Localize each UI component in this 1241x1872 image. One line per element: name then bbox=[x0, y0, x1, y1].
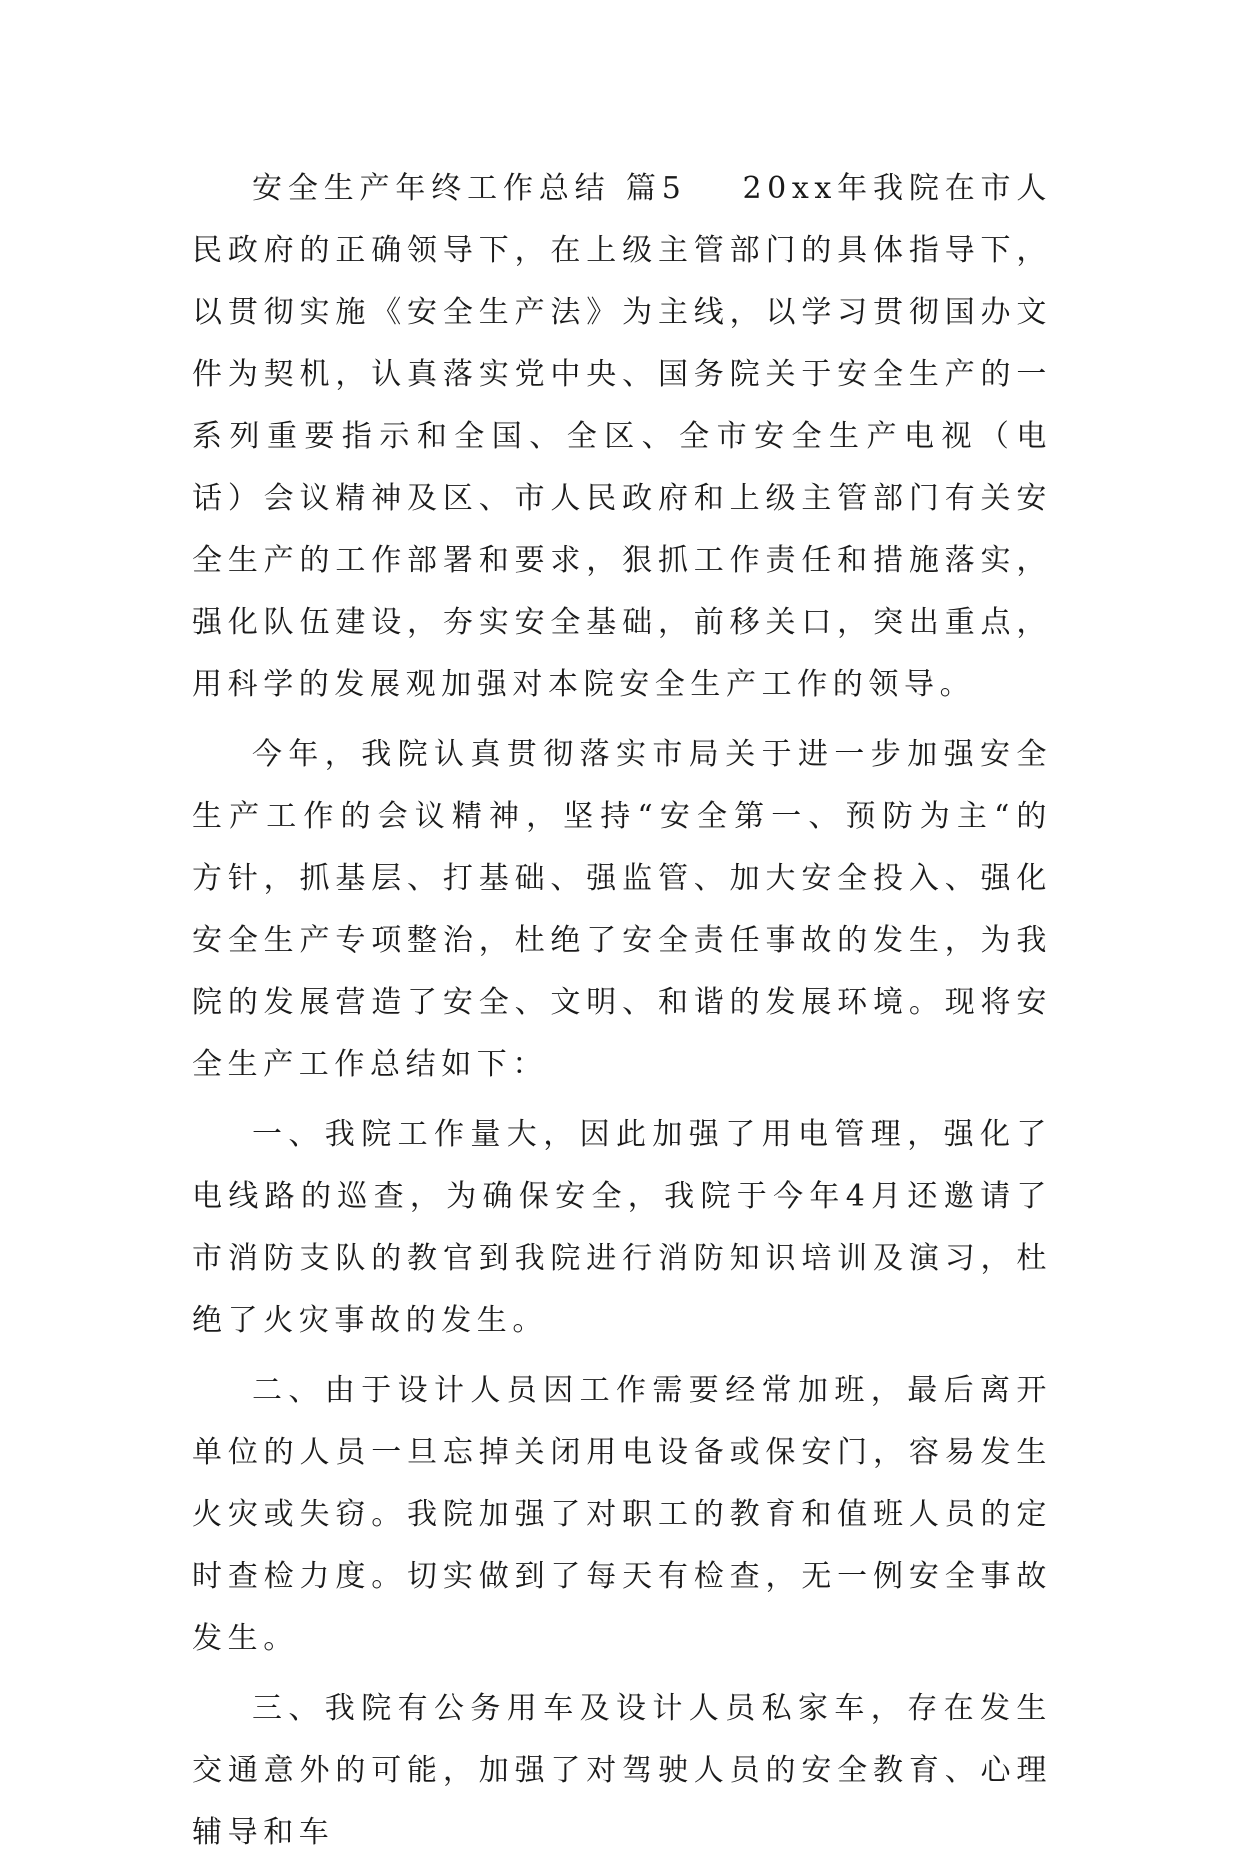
paragraph-1: 今年，我院认真贯彻落实市局关于进一步加强安全生产工作的会议精神，坚持“安全第一、预防为主“的方针，抓基层、打基础、强监管、加大安全投入、强化安全生产专项整治，杜绝了安全责任事故的发生，为我院的发展营造了安全、文明、和谐的发展环境。现将安全生产工作总结如下： bbox=[192, 737, 1052, 1082]
intro-text: 20xx年我院在市人民政府的正确领导下，在上级主管部门的具体指导下，以贯彻实施《安全生产法》为主线，以学习贯彻国办文件为契机，认真落实党中央、国务院关于安全生产的一系列重要指示和全国、全区、全市安全生产电视（电话）会议精神及区、市人民政府和上级主管部门有关安全生产的工作部署和要求，狠抓工作责任和措施落实，强化队伍建设，夯实安全基础，前移关口，突出重点，用科学的发展观加强对本院安全生产工作的领导。 bbox=[192, 171, 1052, 702]
document-body bbox=[192, 158, 1052, 1872]
intro-paragraph bbox=[192, 158, 1052, 716]
paragraph-2: 一、我院工作量大，因此加强了用电管理，强化了电线路的巡查，为确保安全，我院于今年4月还邀请了市消防支队的教官到我院进行消防知识培训及演习，杜绝了火灾事故的发生。 bbox=[192, 1117, 1052, 1338]
paragraph-3: 二、由于设计人员因工作需要经常加班，最后离开单位的人员一旦忘掉关闭用电设备或保安门，容易发生火灾或失窃。我院加强了对职工的教育和值班人员的定时查检力度。切实做到了每天有检查，无一例安全事故发生。 bbox=[192, 1373, 1052, 1656]
document-heading: 安全生产年终工作总结 篇5 bbox=[252, 171, 687, 206]
paragraph-4: 三、我院有公务用车及设计人员私家车，存在发生交通意外的可能，加强了对驾驶人员的安全教育、心理辅导和车 bbox=[192, 1691, 1052, 1850]
